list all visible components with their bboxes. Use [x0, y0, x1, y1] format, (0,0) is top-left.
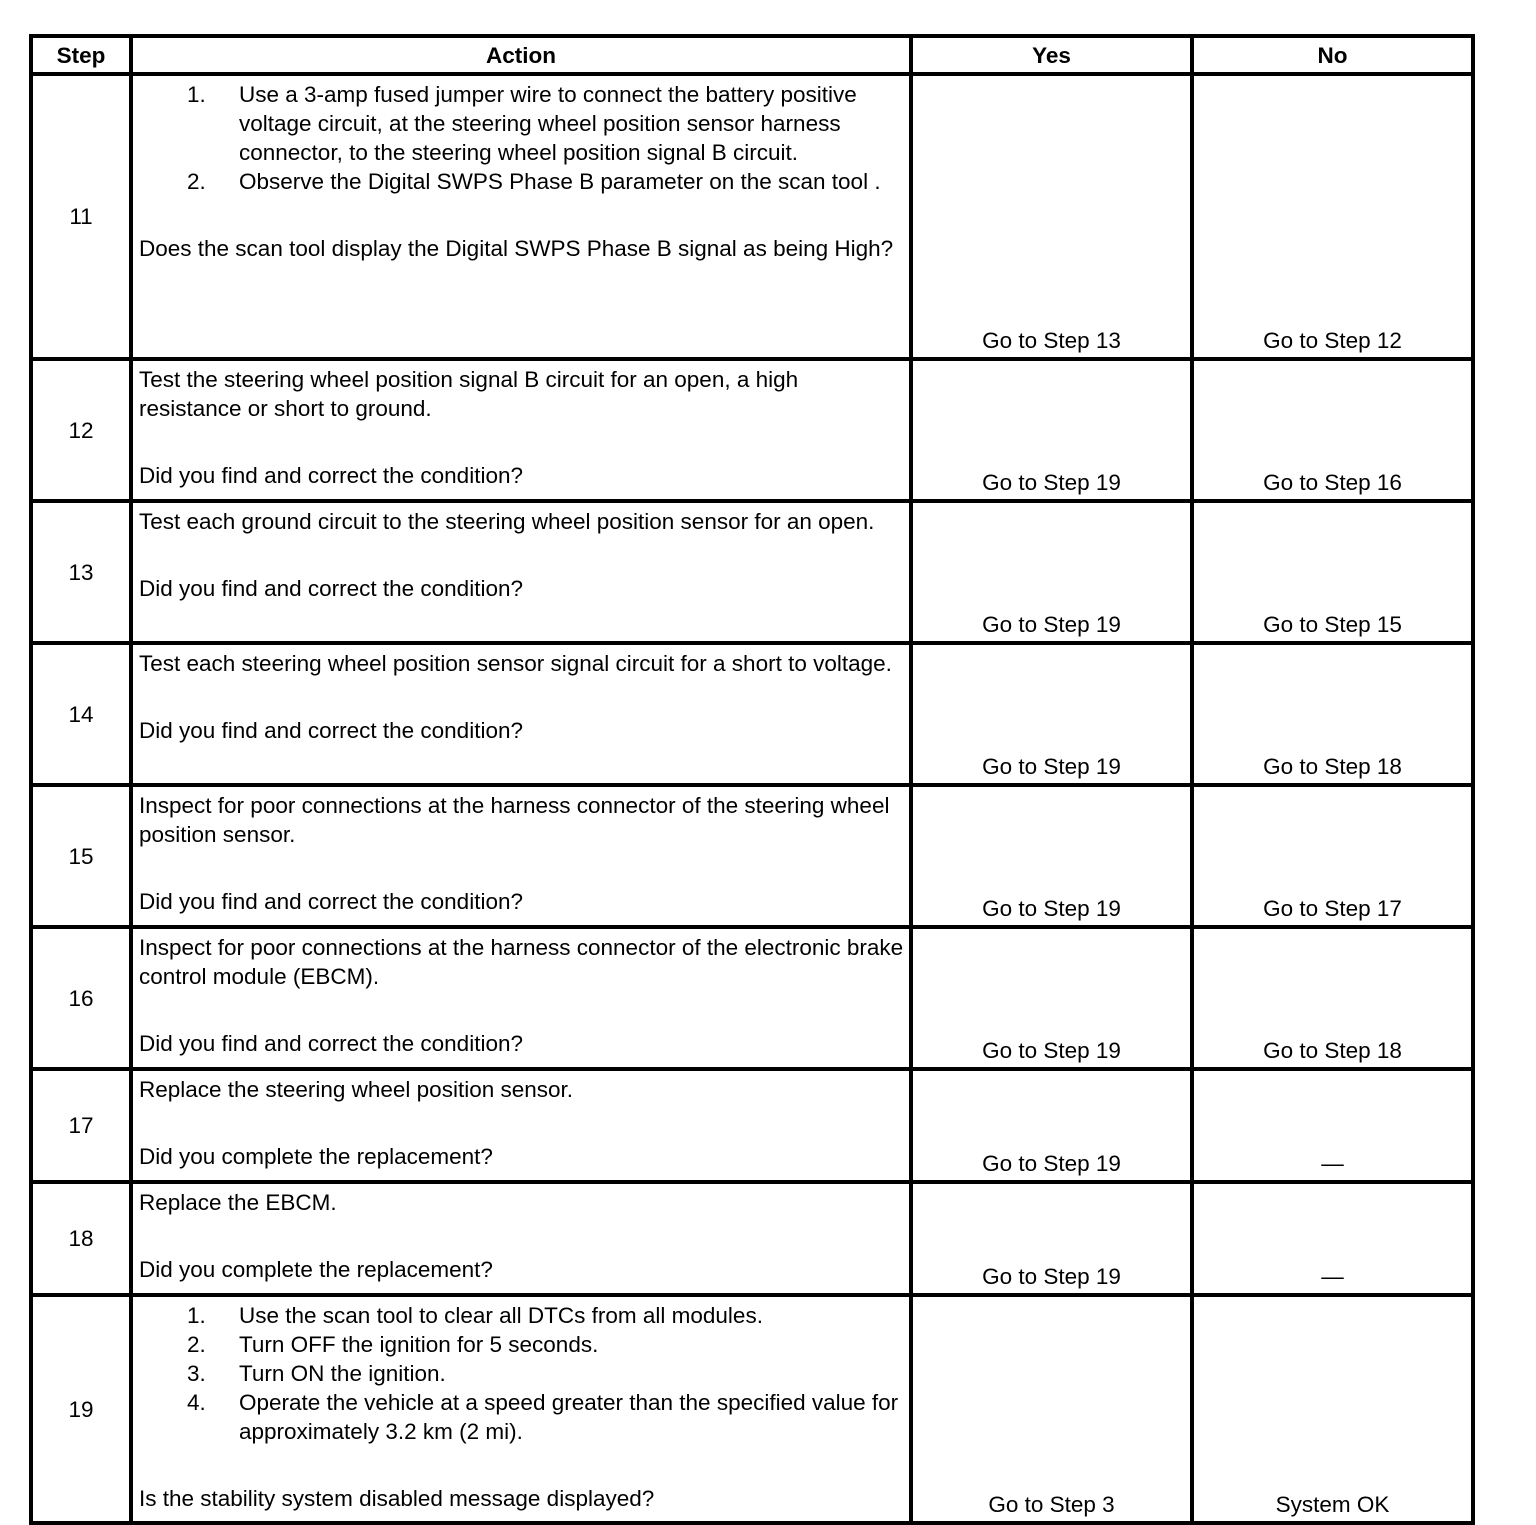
step-number: 15 [31, 785, 131, 927]
yes-result: Go to Step 19 [911, 785, 1192, 927]
question-text: Did you find and correct the condition? [139, 889, 523, 914]
no-result: Go to Step 18 [1192, 927, 1473, 1069]
list-item-text: Use the scan tool to clear all DTCs from all modules. [239, 1303, 763, 1328]
table-row [31, 359, 1473, 501]
list-item-text: Observe the Digital SWPS Phase B parameter on the scan tool . [239, 169, 881, 194]
list-item-number: 3. [187, 1361, 206, 1386]
table-row [31, 501, 1473, 643]
step-number: 19 [31, 1295, 131, 1523]
diagnostic-table [29, 34, 1475, 1525]
table-row [31, 1182, 1473, 1295]
yes-result: Go to Step 19 [911, 1182, 1192, 1295]
action-text: Inspect for poor connections at the harness connector of the electronic brake control module (EBCM). [139, 935, 904, 989]
list-item [139, 167, 905, 196]
header-action: Action [131, 36, 911, 74]
yes-result: Go to Step 19 [911, 1069, 1192, 1182]
list-item-text: Turn OFF the ignition for 5 seconds. [239, 1332, 599, 1357]
list-item-number: 1. [187, 82, 206, 107]
yes-result: Go to Step 19 [911, 501, 1192, 643]
question-text: Did you find and correct the condition? [139, 576, 523, 601]
table-row [31, 1069, 1473, 1182]
action-text: Test the steering wheel position signal B circuit for an open, a high resistance or short to ground. [139, 367, 799, 421]
action-text: Replace the EBCM. [139, 1190, 337, 1215]
list-item-number: 1. [187, 1303, 206, 1328]
question-text: Did you complete the replacement? [139, 1257, 493, 1282]
no-result: — [1192, 1069, 1473, 1182]
yes-result: Go to Step 19 [911, 359, 1192, 501]
table-row [31, 785, 1473, 927]
question-text: Is the stability system disabled message displayed? [139, 1486, 655, 1511]
header-no: No [1192, 36, 1473, 74]
question-text: Did you complete the replacement? [139, 1144, 493, 1169]
step-number: 11 [31, 74, 131, 359]
step-number: 18 [31, 1182, 131, 1295]
step-number: 12 [31, 359, 131, 501]
no-result: System OK [1192, 1295, 1473, 1523]
yes-result: Go to Step 13 [911, 74, 1192, 359]
table-row [31, 643, 1473, 785]
no-result: Go to Step 15 [1192, 501, 1473, 643]
no-result: Go to Step 17 [1192, 785, 1473, 927]
question-text: Does the scan tool display the Digital SWPS Phase B signal as being High? [139, 236, 894, 261]
no-result: Go to Step 12 [1192, 74, 1473, 359]
question-text: Did you find and correct the condition? [139, 463, 523, 488]
action-cell [131, 1069, 911, 1182]
action-cell [131, 359, 911, 501]
action-cell [131, 74, 911, 359]
action-cell [131, 785, 911, 927]
action-text: Inspect for poor connections at the harness connector of the steering wheel position sensor. [139, 793, 890, 847]
list-item-number: 4. [187, 1390, 206, 1415]
no-result: — [1192, 1182, 1473, 1295]
yes-result: Go to Step 19 [911, 643, 1192, 785]
yes-result: Go to Step 19 [911, 927, 1192, 1069]
question-text: Did you find and correct the condition? [139, 1031, 523, 1056]
list-item [139, 1330, 905, 1359]
action-list [139, 1301, 905, 1446]
action-cell [131, 1182, 911, 1295]
table-row [31, 927, 1473, 1069]
step-number: 16 [31, 927, 131, 1069]
no-result: Go to Step 16 [1192, 359, 1473, 501]
list-item-text: Operate the vehicle at a speed greater than the specified value for approximately 3.2 km (2 mi). [239, 1390, 899, 1444]
action-cell [131, 501, 911, 643]
list-item [139, 1301, 905, 1330]
step-number: 14 [31, 643, 131, 785]
action-text: Test each steering wheel position sensor signal circuit for a short to voltage. [139, 651, 892, 676]
list-item-text: Turn ON the ignition. [239, 1361, 446, 1386]
list-item [139, 80, 905, 167]
action-text: Test each ground circuit to the steering wheel position sensor for an open. [139, 509, 875, 534]
header-row [31, 36, 1473, 74]
question-text: Did you find and correct the condition? [139, 718, 523, 743]
list-item-number: 2. [187, 169, 206, 194]
list-item-number: 2. [187, 1332, 206, 1357]
header-step: Step [31, 36, 131, 74]
table-row [31, 1295, 1473, 1523]
table-row [31, 74, 1473, 359]
no-result: Go to Step 18 [1192, 643, 1473, 785]
action-list [139, 80, 905, 196]
list-item-text: Use a 3-amp fused jumper wire to connect the battery positive voltage circuit, at the steering wheel position sensor harness connector, to the steering wheel position signal B circuit. [239, 82, 857, 165]
list-item [139, 1388, 905, 1446]
list-item [139, 1359, 905, 1388]
yes-result: Go to Step 3 [911, 1295, 1192, 1523]
step-number: 13 [31, 501, 131, 643]
action-text: Replace the steering wheel position sensor. [139, 1077, 574, 1102]
header-yes: Yes [911, 36, 1192, 74]
action-cell [131, 643, 911, 785]
action-cell [131, 927, 911, 1069]
action-cell [131, 1295, 911, 1523]
step-number: 17 [31, 1069, 131, 1182]
